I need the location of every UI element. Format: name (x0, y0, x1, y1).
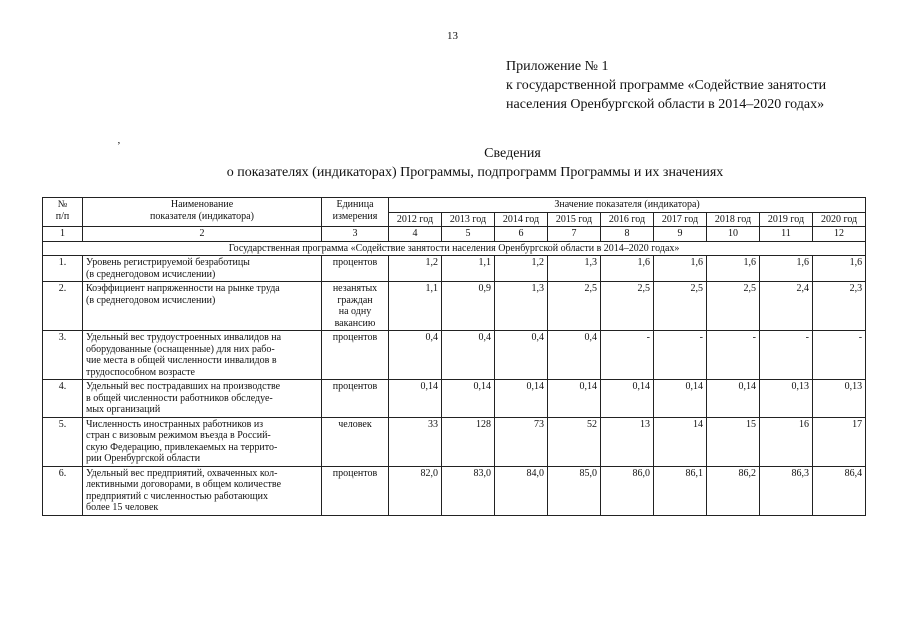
indicator-value: 0,14 (707, 380, 760, 418)
indicator-name-line: трудоспособном возрасте (86, 366, 195, 378)
indicator-value: 13 (601, 417, 654, 466)
header-year: 2019 год (760, 212, 813, 227)
indicator-value: 16 (760, 417, 813, 466)
indicator-value: 2,5 (707, 282, 760, 331)
stray-mark: ’ (117, 140, 121, 152)
indicator-value: 52 (548, 417, 601, 466)
indicator-value: 2,5 (654, 282, 707, 331)
column-number: 11 (760, 227, 813, 242)
header-unit (322, 198, 389, 227)
indicator-unit-line: процентов (332, 332, 378, 343)
indicator-name-line: Удельный вес предприятий, охваченных кол- (86, 467, 278, 479)
indicator-value: 83,0 (442, 466, 495, 515)
header-name (83, 198, 322, 227)
indicator-value: 0,14 (389, 380, 442, 418)
indicator-name-line: (в среднегодовом исчислении) (86, 268, 216, 280)
table-row (43, 466, 866, 515)
header-year: 2013 год (442, 212, 495, 227)
indicator-value: 17 (813, 417, 866, 466)
indicator-name-line: стран с визовым режимом въезда в Россий- (86, 430, 271, 441)
column-number: 1 (43, 227, 83, 242)
indicator-name (83, 256, 322, 282)
indicator-value: - (601, 331, 654, 380)
indicator-unit-line: вакансию (334, 317, 376, 329)
indicator-name-line: мых организаций (86, 404, 161, 415)
column-number: 12 (813, 227, 866, 242)
indicator-name-line: более 15 человек (86, 502, 159, 513)
indicator-unit-line: человек (338, 418, 372, 430)
indicator-value: 0,4 (389, 331, 442, 380)
indicator-value: - (813, 331, 866, 380)
indicator-value: 82,0 (389, 466, 442, 515)
indicator-value: 0,4 (495, 331, 548, 380)
indicator-value: 1,6 (707, 256, 760, 282)
column-number: 9 (654, 227, 707, 242)
indicator-name-line: оборудованные (оснащенные) для них рабо- (86, 343, 275, 355)
row-number: 4. (43, 380, 83, 418)
heading-title: Сведения (484, 146, 541, 161)
indicator-value: 86,3 (760, 466, 813, 515)
header-year: 2020 год (813, 212, 866, 227)
indicator-value: 1,2 (495, 256, 548, 282)
indicator-value: 1,6 (654, 256, 707, 282)
indicator-unit-line: на одну (338, 306, 372, 317)
header-num (43, 198, 83, 227)
indicator-value: 2,3 (813, 282, 866, 331)
table-row (43, 282, 866, 331)
indicator-value: - (654, 331, 707, 380)
indicator-value: 128 (442, 417, 495, 466)
indicator-value: 1,2 (389, 256, 442, 282)
indicator-name-line: Численность иностранных работников из (86, 418, 264, 430)
indicator-value: 14 (654, 417, 707, 466)
indicator-value: 1,1 (442, 256, 495, 282)
indicator-name-line: (в среднегодовом исчислении) (86, 294, 216, 306)
appendix-line: населения Оренбургской области в 2014–2020 годах» (506, 97, 825, 112)
indicator-value: 86,1 (654, 466, 707, 515)
column-number: 2 (83, 227, 322, 242)
indicator-value: 0,14 (601, 380, 654, 418)
row-number: 3. (43, 331, 83, 380)
indicator-value: 84,0 (495, 466, 548, 515)
indicator-value: 1,3 (495, 282, 548, 331)
appendix-note (506, 57, 826, 114)
header-value-group: Значение показателя (индикатора) (389, 198, 866, 213)
appendix-line: к государственной программе «Содействие занятости (506, 78, 827, 93)
indicator-value: 0,13 (813, 380, 866, 418)
indicator-unit (322, 282, 389, 331)
indicators-table (42, 197, 866, 516)
section-row (43, 241, 866, 256)
header-row (43, 198, 866, 213)
indicator-value: 86,0 (601, 466, 654, 515)
header-year: 2012 год (389, 212, 442, 227)
column-number: 4 (389, 227, 442, 242)
indicator-name-line: Коэффициент напряженности на рынке труда (86, 283, 280, 294)
heading-subtitle: о показателях (индикаторах) Программы, подпрограмм Программы и их значениях (226, 165, 724, 180)
header-year: 2014 год (495, 212, 548, 227)
indicator-name-line: лективными договорами, в общем количестве (86, 479, 282, 490)
indicator-name (83, 282, 322, 331)
indicator-value: 0,13 (760, 380, 813, 418)
indicator-value: 1,3 (548, 256, 601, 282)
indicator-value: 73 (495, 417, 548, 466)
header-text: № (57, 199, 68, 210)
column-number: 7 (548, 227, 601, 242)
header-year: 2016 год (601, 212, 654, 227)
indicator-value: 0,4 (442, 331, 495, 380)
indicator-unit-line: незанятых (332, 283, 378, 294)
header-year: 2018 год (707, 212, 760, 227)
indicator-value: 33 (389, 417, 442, 466)
header-text: показателя (индикатора) (150, 210, 254, 222)
row-number: 6. (43, 466, 83, 515)
indicator-name-line: рии Оренбургской области (86, 453, 201, 464)
indicator-name (83, 331, 322, 380)
table-row (43, 380, 866, 418)
indicator-rows (43, 256, 866, 516)
indicator-value: 86,4 (813, 466, 866, 515)
document-heading (0, 144, 905, 182)
header-text: Единица (336, 199, 374, 210)
indicator-value: 2,5 (548, 282, 601, 331)
table-row (43, 331, 866, 380)
indicator-name (83, 380, 322, 418)
column-number: 10 (707, 227, 760, 242)
indicator-name-line: в общей численности работников обследуе- (86, 392, 273, 404)
indicator-name-line: чие места в общей численности инвалидов в (86, 355, 277, 366)
indicator-unit (322, 380, 389, 418)
indicator-name (83, 417, 322, 466)
header-text: Наименование (170, 199, 234, 210)
indicator-value: 86,2 (707, 466, 760, 515)
indicator-value: 2,4 (760, 282, 813, 331)
indicator-value: 0,14 (495, 380, 548, 418)
indicator-value: - (707, 331, 760, 380)
indicator-unit-line: процентов (332, 257, 378, 268)
indicator-value: 85,0 (548, 466, 601, 515)
indicator-value: 0,9 (442, 282, 495, 331)
indicator-value: 1,6 (760, 256, 813, 282)
indicator-name-line: скую Федерацию, привлекаемых на террито- (86, 441, 278, 453)
indicator-value: 0,14 (654, 380, 707, 418)
indicator-value: 1,6 (601, 256, 654, 282)
indicator-value: 15 (707, 417, 760, 466)
header-text: измерения (332, 210, 378, 222)
row-number: 5. (43, 417, 83, 466)
column-number: 6 (495, 227, 548, 242)
indicator-value: 1,6 (813, 256, 866, 282)
indicator-name (83, 466, 322, 515)
indicator-value: - (760, 331, 813, 380)
indicator-unit (322, 256, 389, 282)
column-numbers-row (43, 227, 866, 242)
indicator-name-line: предприятий с численностью работающих (86, 490, 268, 502)
indicator-unit (322, 331, 389, 380)
indicator-unit (322, 466, 389, 515)
header-year: 2017 год (654, 212, 707, 227)
row-number: 1. (43, 256, 83, 282)
column-number: 3 (322, 227, 389, 242)
indicator-value: 0,14 (442, 380, 495, 418)
indicator-name-line: Удельный вес трудоустроенных инвалидов на (86, 332, 282, 343)
indicator-unit-line: граждан (337, 294, 373, 306)
indicator-name-line: Удельный вес пострадавших на производстве (86, 381, 281, 392)
header-year: 2015 год (548, 212, 601, 227)
indicator-unit (322, 417, 389, 466)
indicator-unit-line: процентов (332, 381, 378, 392)
indicator-value: 2,5 (601, 282, 654, 331)
indicator-name-line: Уровень регистрируемой безработицы (86, 257, 250, 268)
row-number: 2. (43, 282, 83, 331)
table-row (43, 417, 866, 466)
indicator-value: 0,4 (548, 331, 601, 380)
indicator-unit-line: процентов (332, 467, 378, 479)
table-row (43, 256, 866, 282)
appendix-line: Приложение № 1 (506, 59, 609, 74)
column-number: 5 (442, 227, 495, 242)
indicator-value: 1,1 (389, 282, 442, 331)
indicator-value: 0,14 (548, 380, 601, 418)
header-text: п/п (55, 210, 70, 222)
column-number: 8 (601, 227, 654, 242)
section-title: Государственная программа «Содействие занятости населения Оренбургской области в 2014–2020 годах» (43, 241, 866, 256)
page-number: 13 (447, 30, 458, 42)
